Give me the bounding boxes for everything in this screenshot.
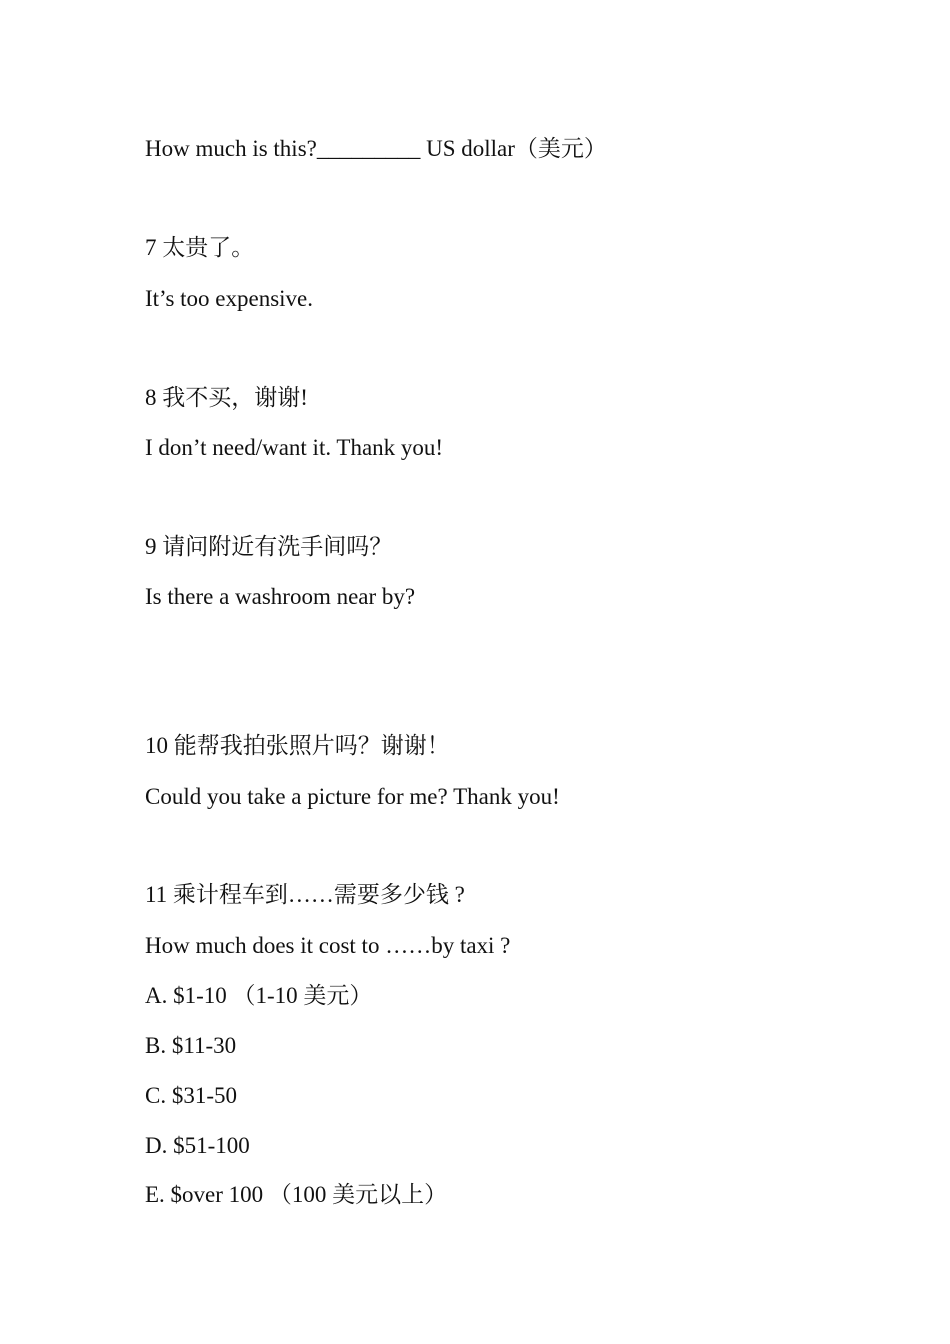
option-b: B. $11-30 [145, 1033, 237, 1058]
item-9-english: Is there a washroom near by? [145, 584, 416, 609]
item-10-english: Could you take a picture for me? Thank you! [145, 784, 560, 809]
option-d: D. $51-100 [145, 1133, 250, 1158]
item-7-english: It’s too expensive. [145, 286, 313, 311]
item-7-chinese: 7 太贵了。 [145, 235, 255, 260]
item-11-english: How much does it cost to ……by taxi ? [145, 933, 511, 958]
item-8-english: I don’t need/want it. Thank you! [145, 435, 444, 460]
item-9-chinese: 9 请问附近有洗手间吗？ [145, 534, 393, 559]
price-question-line: How much is this?_________ US dollar（美元） [145, 136, 607, 161]
item-11-chinese: 11 乘计程车到……需要多少钱 ? [145, 882, 465, 907]
option-c: C. $31-50 [145, 1083, 237, 1108]
option-a: A. $1-10 （1-10 美元） [145, 983, 373, 1008]
option-e: E. $over 100 （100 美元以上） [145, 1182, 448, 1207]
item-10-chinese: 10 能帮我拍张照片吗？谢谢！ [145, 733, 450, 758]
item-8-chinese: 8 我不买，谢谢! [145, 385, 308, 410]
